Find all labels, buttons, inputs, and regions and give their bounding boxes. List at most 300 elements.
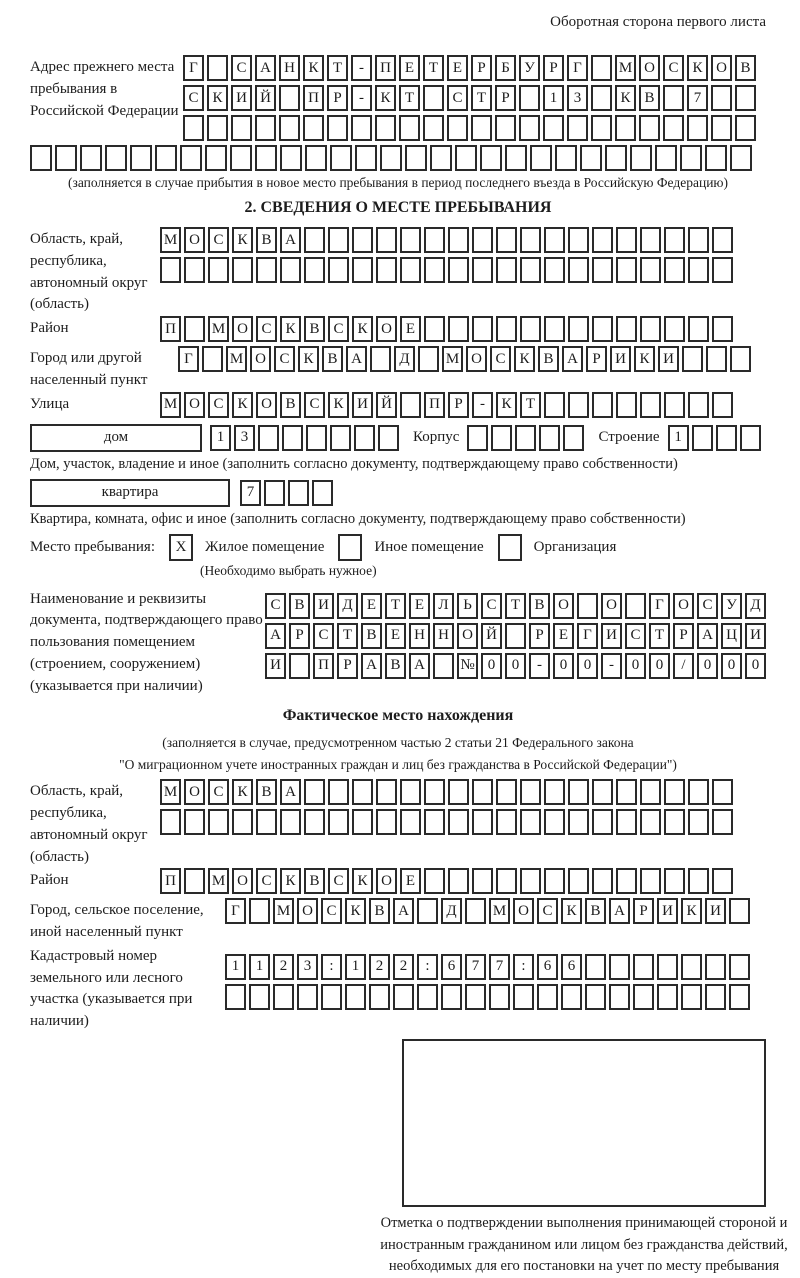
char-box <box>495 115 516 141</box>
char-box <box>330 425 351 451</box>
char-box: 1 <box>543 85 564 111</box>
char-box: И <box>265 653 286 679</box>
char-box: Р <box>448 392 469 418</box>
char-box: К <box>634 346 655 372</box>
char-box <box>706 346 727 372</box>
char-box: Т <box>649 623 670 649</box>
char-box: К <box>303 55 324 81</box>
char-box: К <box>232 227 253 253</box>
char-box <box>729 898 750 924</box>
district-label: Район <box>30 320 69 336</box>
stamp-area <box>380 1039 788 1278</box>
city-row <box>178 346 766 372</box>
document-rights-label: Наименование и реквизиты документа, подтверждающего право пользования помещением (строением, сооружением) (указывается при наличии) <box>30 590 263 694</box>
char-box <box>664 392 685 418</box>
char-box <box>680 145 702 171</box>
prev-address-row-4 <box>30 145 766 171</box>
char-box: М <box>160 227 181 253</box>
char-box: В <box>256 779 277 805</box>
prev-address-row-3 <box>183 115 766 141</box>
char-box <box>520 809 541 835</box>
char-box <box>304 809 325 835</box>
char-box: Д <box>394 346 415 372</box>
page-side-note: Оборотная сторона первого листа <box>550 14 766 30</box>
char-box: К <box>496 392 517 418</box>
char-box <box>491 425 512 451</box>
checkbox-organization <box>498 534 522 561</box>
char-box <box>664 316 685 342</box>
char-box: Р <box>529 623 550 649</box>
char-box <box>303 115 324 141</box>
korpus-label: Корпус <box>413 429 460 445</box>
char-box: Й <box>481 623 502 649</box>
street-label: Улица <box>30 395 70 412</box>
char-box: Й <box>255 85 276 111</box>
char-box <box>258 425 279 451</box>
char-box <box>256 257 277 283</box>
char-box <box>563 425 584 451</box>
char-box <box>544 392 565 418</box>
char-box <box>568 809 589 835</box>
char-box: А <box>265 623 286 649</box>
char-box <box>328 779 349 805</box>
char-box: С <box>328 868 349 894</box>
char-box <box>615 115 636 141</box>
actual-city-label: Город, сельское поселение, иной населенный пункт <box>30 902 204 940</box>
actual-region-field <box>30 779 766 868</box>
char-box <box>448 316 469 342</box>
char-box: К <box>687 55 708 81</box>
prev-address-field <box>30 55 766 145</box>
char-box <box>264 480 285 506</box>
char-box <box>520 868 541 894</box>
char-box <box>640 809 661 835</box>
char-box <box>184 868 205 894</box>
char-box: Н <box>279 55 300 81</box>
char-box: 6 <box>537 954 558 980</box>
char-box <box>591 55 612 81</box>
char-box: А <box>697 623 718 649</box>
char-box: О <box>553 593 574 619</box>
char-box: А <box>562 346 583 372</box>
char-box: С <box>490 346 511 372</box>
char-box: Т <box>505 593 526 619</box>
char-box <box>712 392 733 418</box>
stroenie-label: Строение <box>598 429 660 445</box>
char-box: А <box>346 346 367 372</box>
house-number-cells <box>210 425 399 451</box>
char-box <box>255 145 277 171</box>
actual-district-row <box>160 868 766 894</box>
char-box <box>352 257 373 283</box>
char-box: 0 <box>481 653 502 679</box>
char-box <box>609 984 630 1010</box>
char-box <box>130 145 152 171</box>
char-box: Е <box>400 868 421 894</box>
char-box: К <box>345 898 366 924</box>
char-box: В <box>585 898 606 924</box>
char-box: Р <box>471 55 492 81</box>
char-box: К <box>207 85 228 111</box>
char-box: Г <box>649 593 670 619</box>
char-box <box>380 145 402 171</box>
char-box <box>280 145 302 171</box>
char-box <box>376 227 397 253</box>
char-box <box>520 779 541 805</box>
char-box: 0 <box>721 653 742 679</box>
char-box: С <box>256 868 277 894</box>
char-box: В <box>322 346 343 372</box>
char-box <box>544 809 565 835</box>
char-box: : <box>321 954 342 980</box>
char-box <box>465 984 486 1010</box>
char-box <box>205 145 227 171</box>
char-box: П <box>424 392 445 418</box>
char-box <box>664 809 685 835</box>
char-box <box>369 984 390 1010</box>
district-row <box>160 316 766 342</box>
char-box <box>289 653 310 679</box>
char-box <box>544 227 565 253</box>
char-box <box>180 145 202 171</box>
stay-type-label: Место пребывания: <box>30 538 155 555</box>
char-box <box>472 779 493 805</box>
char-box: 2 <box>369 954 390 980</box>
char-box: В <box>280 392 301 418</box>
char-box <box>351 115 372 141</box>
char-box: С <box>183 85 204 111</box>
char-box: Ь <box>457 593 478 619</box>
char-box: : <box>417 954 438 980</box>
char-box: К <box>280 868 301 894</box>
char-box: М <box>226 346 247 372</box>
char-box <box>424 779 445 805</box>
char-box <box>712 809 733 835</box>
char-box: Д <box>337 593 358 619</box>
char-box <box>592 809 613 835</box>
char-box: К <box>615 85 636 111</box>
char-box <box>729 984 750 1010</box>
char-box <box>585 984 606 1010</box>
char-box: К <box>280 316 301 342</box>
char-box <box>657 984 678 1010</box>
char-box <box>424 868 445 894</box>
char-box <box>567 115 588 141</box>
char-box <box>711 85 732 111</box>
char-box <box>625 593 646 619</box>
char-box <box>663 85 684 111</box>
char-box: 2 <box>393 954 414 980</box>
char-box <box>735 115 756 141</box>
prev-address-label: Адрес прежнего места пребывания в Российской Федерации <box>30 59 179 119</box>
apartment-box: квартира <box>30 479 230 507</box>
stroenie-cells <box>668 425 761 451</box>
char-box <box>448 868 469 894</box>
char-box <box>505 623 526 649</box>
char-box: П <box>313 653 334 679</box>
char-box: М <box>208 316 229 342</box>
stay-type-note: (Необходимо выбрать нужное) <box>200 562 377 578</box>
char-box <box>376 809 397 835</box>
char-box <box>681 954 702 980</box>
char-box <box>321 984 342 1010</box>
char-box <box>568 316 589 342</box>
char-box: Т <box>327 55 348 81</box>
char-box: 6 <box>561 954 582 980</box>
char-box <box>712 257 733 283</box>
char-box <box>687 115 708 141</box>
char-box: 0 <box>697 653 718 679</box>
char-box: Р <box>543 55 564 81</box>
char-box <box>592 779 613 805</box>
checkbox-residential: X <box>169 534 193 561</box>
char-box: : <box>513 954 534 980</box>
prev-address-note: (заполняется в случае прибытия в новое место пребывания в период последнего въезда в Российскую Федерацию) <box>67 175 729 190</box>
region-label: Область, край, республика, автономный округ (область) <box>30 231 148 313</box>
char-box: К <box>514 346 535 372</box>
char-box <box>519 85 540 111</box>
char-box: М <box>489 898 510 924</box>
char-box: И <box>658 346 679 372</box>
char-box: Е <box>447 55 468 81</box>
char-box <box>688 779 709 805</box>
char-box: Р <box>673 623 694 649</box>
char-box <box>230 145 252 171</box>
char-box: Ц <box>721 623 742 649</box>
actual-location-note-1: (заполняется в случае, предусмотренном частью 2 статьи 21 Федерального закона <box>162 735 634 751</box>
char-box: О <box>639 55 660 81</box>
char-box <box>682 346 703 372</box>
char-box: М <box>208 868 229 894</box>
actual-district-field <box>30 868 766 898</box>
char-box <box>279 85 300 111</box>
char-box: А <box>609 898 630 924</box>
char-box: С <box>208 779 229 805</box>
char-box <box>496 779 517 805</box>
char-box <box>605 145 627 171</box>
actual-city-field <box>30 898 766 944</box>
char-box: А <box>280 779 301 805</box>
char-box <box>312 480 333 506</box>
cadastral-field <box>30 944 766 1033</box>
char-box <box>208 809 229 835</box>
char-box: № <box>457 653 478 679</box>
street-row <box>160 392 766 418</box>
char-box: О <box>184 392 205 418</box>
char-box <box>568 779 589 805</box>
actual-district-label: Район <box>30 872 69 889</box>
char-box: С <box>208 392 229 418</box>
char-box <box>496 316 517 342</box>
char-box: О <box>673 593 694 619</box>
char-box <box>616 257 637 283</box>
char-box <box>393 984 414 1010</box>
char-box <box>423 85 444 111</box>
char-box: - <box>529 653 550 679</box>
char-box: В <box>385 653 406 679</box>
char-box: С <box>481 593 502 619</box>
char-box <box>544 868 565 894</box>
char-box <box>378 425 399 451</box>
char-box <box>592 392 613 418</box>
char-box: С <box>321 898 342 924</box>
char-box <box>400 257 421 283</box>
char-box <box>592 316 613 342</box>
char-box <box>712 316 733 342</box>
char-box <box>640 227 661 253</box>
section2-title: 2. СВЕДЕНИЯ О МЕСТЕ ПРЕБЫВАНИЯ <box>244 199 552 216</box>
document-rights-field <box>30 587 766 698</box>
char-box <box>480 145 502 171</box>
char-box: К <box>375 85 396 111</box>
char-box: С <box>537 898 558 924</box>
char-box <box>375 115 396 141</box>
house-field <box>30 424 766 452</box>
char-box <box>471 115 492 141</box>
char-box: С <box>328 316 349 342</box>
char-box: 7 <box>465 954 486 980</box>
char-box: Н <box>433 623 454 649</box>
city-field <box>30 346 766 392</box>
char-box: 0 <box>625 653 646 679</box>
char-box <box>555 145 577 171</box>
char-box <box>688 316 709 342</box>
korpus-cells <box>467 425 584 451</box>
char-box <box>184 809 205 835</box>
char-box <box>448 809 469 835</box>
char-box <box>688 257 709 283</box>
char-box <box>249 898 270 924</box>
char-box: О <box>250 346 271 372</box>
char-box <box>537 984 558 1010</box>
char-box <box>580 145 602 171</box>
char-box <box>616 779 637 805</box>
char-box <box>616 392 637 418</box>
char-box: К <box>232 779 253 805</box>
char-box <box>472 809 493 835</box>
char-box: 3 <box>234 425 255 451</box>
char-box: А <box>409 653 430 679</box>
char-box: Е <box>409 593 430 619</box>
char-box: М <box>160 392 181 418</box>
char-box: О <box>466 346 487 372</box>
char-box <box>616 227 637 253</box>
char-box: 0 <box>553 653 574 679</box>
char-box <box>448 257 469 283</box>
char-box <box>424 257 445 283</box>
char-box <box>418 346 439 372</box>
char-box: О <box>376 868 397 894</box>
char-box: 1 <box>210 425 231 451</box>
char-box: Т <box>471 85 492 111</box>
char-box: А <box>361 653 382 679</box>
char-box <box>207 115 228 141</box>
char-box <box>467 425 488 451</box>
char-box: И <box>705 898 726 924</box>
char-box <box>664 868 685 894</box>
char-box <box>304 257 325 283</box>
char-box <box>399 115 420 141</box>
char-box <box>305 145 327 171</box>
char-box <box>568 257 589 283</box>
actual-region-row-1 <box>160 779 766 805</box>
char-box <box>609 954 630 980</box>
char-box: Е <box>385 623 406 649</box>
stamp-box <box>402 1039 766 1207</box>
char-box <box>306 425 327 451</box>
region-field <box>30 227 766 316</box>
char-box: О <box>184 227 205 253</box>
char-box: 0 <box>577 653 598 679</box>
char-box <box>448 227 469 253</box>
char-box <box>30 145 52 171</box>
char-box <box>330 145 352 171</box>
char-box <box>496 868 517 894</box>
char-box: К <box>352 868 373 894</box>
char-box <box>520 227 541 253</box>
char-box <box>640 868 661 894</box>
char-box <box>640 779 661 805</box>
char-box <box>657 954 678 980</box>
char-box <box>688 809 709 835</box>
house-box: дом <box>30 424 202 452</box>
char-box: М <box>273 898 294 924</box>
char-box: М <box>615 55 636 81</box>
char-box <box>616 809 637 835</box>
char-box <box>544 316 565 342</box>
char-box: Р <box>633 898 654 924</box>
char-box: Л <box>433 593 454 619</box>
char-box: А <box>393 898 414 924</box>
char-box: В <box>304 316 325 342</box>
document-row-3 <box>265 653 766 679</box>
char-box: С <box>274 346 295 372</box>
char-box <box>184 316 205 342</box>
char-box <box>328 257 349 283</box>
char-box: В <box>735 55 756 81</box>
char-box: О <box>376 316 397 342</box>
char-box: И <box>610 346 631 372</box>
char-box <box>663 115 684 141</box>
char-box: В <box>289 593 310 619</box>
char-box: В <box>369 898 390 924</box>
char-box <box>417 984 438 1010</box>
char-box <box>705 984 726 1010</box>
char-box: О <box>297 898 318 924</box>
char-box: С <box>313 623 334 649</box>
char-box: К <box>298 346 319 372</box>
actual-city-row <box>225 898 766 924</box>
char-box: О <box>513 898 534 924</box>
char-box: В <box>639 85 660 111</box>
document-row-1 <box>265 593 766 619</box>
char-box <box>519 115 540 141</box>
char-box <box>730 346 751 372</box>
char-box <box>225 984 246 1010</box>
actual-location-note-2: "О миграционном учете иностранных граждан и лиц без гражданства в Российской Федерации") <box>119 757 677 773</box>
char-box: П <box>160 868 181 894</box>
char-box <box>400 779 421 805</box>
apartment-field <box>30 479 766 507</box>
char-box: Р <box>327 85 348 111</box>
char-box: И <box>745 623 766 649</box>
char-box: О <box>256 392 277 418</box>
char-box: О <box>457 623 478 649</box>
char-box <box>273 984 294 1010</box>
char-box: А <box>255 55 276 81</box>
char-box <box>405 145 427 171</box>
char-box: С <box>447 85 468 111</box>
